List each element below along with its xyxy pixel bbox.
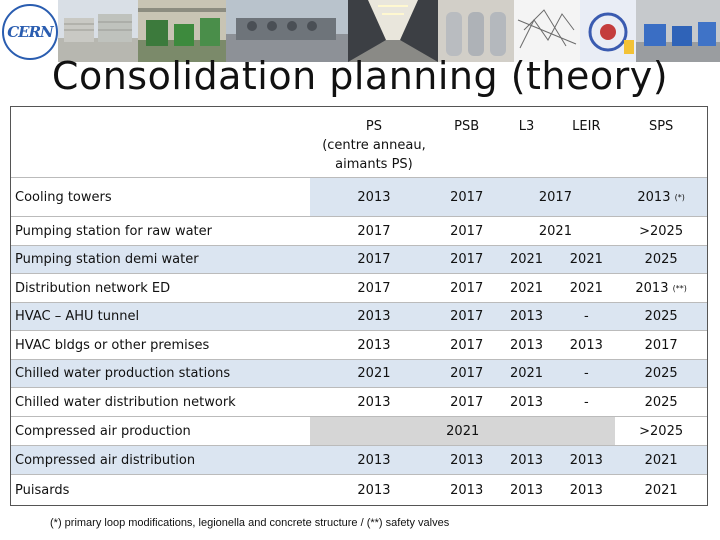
cell-leir: 2013 <box>569 482 603 498</box>
footnote: (*) primary loop modifications, legionella and concrete structure / (**) safety valves <box>50 517 450 529</box>
cell-psb: 2017 <box>450 394 484 410</box>
row-label: Distribution network ED <box>15 280 171 296</box>
cell-l3: 2021 <box>509 280 544 296</box>
row-label: Pumping station for raw water <box>15 223 212 239</box>
cell-ps: 2013 <box>357 394 391 410</box>
table-row <box>11 331 707 360</box>
cell-ps: 2013 <box>357 482 391 498</box>
photo-ring-diagram <box>580 0 636 62</box>
cell-sps: 2021 <box>644 452 678 468</box>
cell-psb: 2017 <box>450 223 484 239</box>
column-header-sps: SPS <box>648 119 674 134</box>
column-header-leir: LEIR <box>572 119 601 134</box>
cell-leir: 2021 <box>569 280 603 296</box>
table-header-row <box>11 107 707 178</box>
row-label: Cooling towers <box>15 189 112 205</box>
photo-compressors <box>636 0 720 62</box>
row-label: Compressed air distribution <box>15 452 196 468</box>
column-header-l3: L3 <box>518 119 535 134</box>
table-row <box>11 246 707 274</box>
cell-ps: 2013 <box>357 452 391 468</box>
row-label: Puisards <box>15 482 70 498</box>
table-row <box>11 417 707 446</box>
cell-sps <box>615 274 707 302</box>
cell-psb: 2017 <box>450 280 484 296</box>
cell-l3-leir: 2021 <box>538 223 572 239</box>
photo-rooftop-units <box>226 0 348 62</box>
cell-ps: 2013 <box>310 178 438 216</box>
cell-l3: 2013 <box>509 309 544 324</box>
cell-psb: 2017 <box>450 252 484 267</box>
cell-sps: >2025 <box>639 423 684 439</box>
row-label: Compressed air production <box>15 423 191 439</box>
cell-ps-leir: 2021 <box>310 417 615 445</box>
cell-sps-value: 2013 <box>635 280 669 296</box>
photo-cooling-towers <box>58 0 138 62</box>
row-label: HVAC – AHU tunnel <box>15 309 140 324</box>
column-header-psb: PSB <box>454 119 480 134</box>
cell-leir: - <box>583 394 589 410</box>
cell-sps-note: (*) <box>674 192 685 202</box>
row-label: Chilled water distribution network <box>15 394 236 410</box>
header-empty-cell <box>11 107 310 117</box>
table-row <box>11 303 707 331</box>
cell-leir: 2013 <box>569 337 603 353</box>
planning-table <box>10 106 708 506</box>
cell-psb: 2017 <box>438 178 496 216</box>
cell-sps <box>615 178 707 216</box>
cell-psb: 2013 <box>450 452 484 468</box>
cell-ps: 2017 <box>357 223 391 239</box>
photo-network-diagram <box>514 0 580 62</box>
cell-leir: - <box>583 309 589 324</box>
cell-sps: 2021 <box>644 482 678 498</box>
photo-water-tanks <box>438 0 514 62</box>
table-row <box>11 360 707 388</box>
cell-sps: 2025 <box>644 309 678 324</box>
cell-sps: 2025 <box>644 394 678 410</box>
cell-ps: 2013 <box>357 309 391 324</box>
cell-psb: 2017 <box>450 309 484 324</box>
row-label: HVAC bldgs or other premises <box>15 337 210 353</box>
cell-psb: 2017 <box>450 337 484 353</box>
cell-sps: 2025 <box>644 252 678 267</box>
cell-sps-value: 2013 <box>637 189 671 205</box>
photo-tunnel <box>348 0 438 62</box>
table-row <box>11 274 707 303</box>
cell-ps: 2017 <box>357 252 391 267</box>
row-label: Chilled water production stations <box>15 366 231 381</box>
cell-l3-leir: 2017 <box>496 178 616 216</box>
table-row <box>11 475 707 505</box>
cell-leir: 2021 <box>569 252 603 267</box>
header-photo-strip <box>0 0 720 62</box>
cell-l3: 2013 <box>509 482 544 498</box>
cern-logo-text: CERN <box>7 23 53 41</box>
column-header-ps: PS (centre anneau, aimants PS) <box>322 119 426 172</box>
cell-l3: 2021 <box>509 366 544 381</box>
table-row <box>11 217 707 246</box>
cell-ps: 2021 <box>357 366 391 381</box>
cell-ps: 2017 <box>357 280 391 296</box>
cell-psb: 2013 <box>450 482 484 498</box>
cell-sps: 2025 <box>644 366 678 381</box>
table-row <box>11 446 707 475</box>
table-row <box>11 388 707 417</box>
cell-leir: 2013 <box>569 452 603 468</box>
cell-psb: 2017 <box>450 366 484 381</box>
photo-pumping-station <box>138 0 226 62</box>
row-label: Pumping station demi water <box>15 252 199 267</box>
cell-sps-note: (**) <box>672 283 687 293</box>
cell-leir: - <box>583 366 589 381</box>
page-title: Consolidation planning (theory) <box>51 54 669 98</box>
cell-l3: 2013 <box>509 337 544 353</box>
cell-sps: >2025 <box>639 223 684 239</box>
cell-l3: 2013 <box>509 452 544 468</box>
cern-logo <box>2 4 58 60</box>
table-row <box>11 178 707 217</box>
cell-l3: 2013 <box>509 394 544 410</box>
cell-sps: 2017 <box>644 337 678 353</box>
cell-ps: 2013 <box>357 337 391 353</box>
cell-l3: 2021 <box>509 252 544 267</box>
